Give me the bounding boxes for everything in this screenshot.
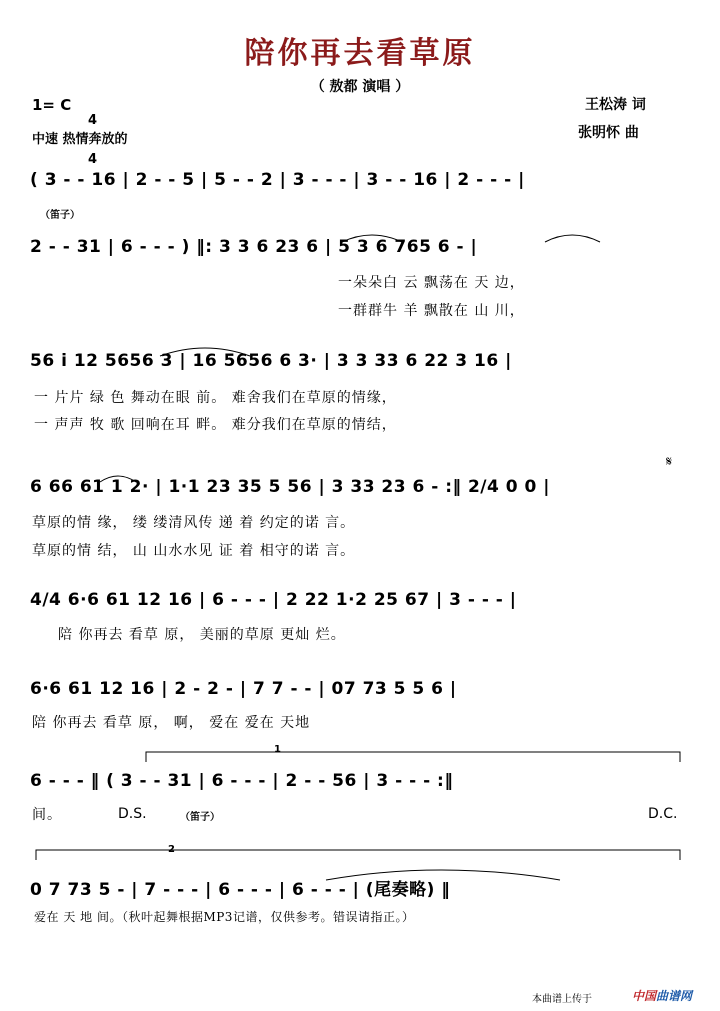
volta-2-label: 2 [168, 844, 175, 855]
notation-row-7: 6 - - - ‖ ( 3 - - 31 | 6 - - - | 2 - - 56 | 3 - - - :‖ [30, 771, 454, 791]
site-logo-part-1: 中国 [632, 989, 657, 1003]
site-logo [632, 987, 692, 1004]
site-logo-part-2: 曲谱网 [656, 989, 693, 1003]
notation-row-4: 6 66 61 1 2· | 1·1 23 35 5 56 | 3 33 23 6 - :‖ 2/4 0 0 | [30, 477, 550, 497]
time-bottom: 4 [88, 152, 98, 167]
lyric-row-7: 间。 [32, 807, 62, 823]
notation-row-1: ( 3 - - 16 | 2 - - 5 | 5 - - 2 | 3 - - - | 3 - - 16 | 2 - - - | [30, 170, 525, 190]
lyric-row-4-verse-2: 草原的情 结， 山 山水水见 证 着 相守的诺 言。 [32, 543, 356, 559]
lyric-row-2-verse-2: 一群群牛 羊 飘散在 山 川， [338, 303, 525, 319]
notation-row-5: 4/4 6·6 61 12 16 | 6 - - - | 2 22 1·2 25 67 | 3 - - - | [30, 590, 517, 610]
lyric-row-3-verse-2: 一 声声 牧 歌 回响在耳 畔。 难分我们在草原的情结， [34, 417, 397, 433]
notation-row-3: 56 i 12 5656 3 | 16 5656 6 3· | 3 3 33 6 22 3 16 | [30, 351, 512, 371]
upload-credit: 本曲谱上传于 [532, 994, 592, 1005]
time-top: 4 [88, 113, 98, 128]
volta-1-label: 1 [274, 744, 281, 755]
lyric-row-8: 爱在 天 地 间。（秋叶起舞根据MP3记谱，仅供参考。错误请指正。） [34, 910, 415, 924]
slur-arc-row2b [545, 235, 600, 242]
volta-2-bracket [36, 850, 680, 860]
lyric-row-4-verse-1: 草原的情 缘， 缕 缕清风传 递 着 约定的诺 言。 [32, 515, 356, 531]
lyricist-credit: 王松涛 词 [585, 97, 646, 113]
notation-row-6: 6·6 61 12 16 | 2 - 2 - | 7 7 - - | 07 73 5 5 6 | [30, 679, 457, 699]
notation-row-2: 2 - - 31 | 6 - - - ) ‖: 3 3 6 23 6 | 5 3 6 765 6 - | [30, 237, 478, 257]
lyric-row-2-verse-1: 一朵朵白 云 飘荡在 天 边， [338, 275, 525, 291]
dc-marking: D.C. [648, 806, 678, 822]
volta-1-bracket [146, 752, 680, 762]
composer-credit: 张明怀 曲 [578, 125, 639, 141]
ds-marking: D.S. [118, 806, 147, 822]
intro-flute-label: （笛子） [40, 210, 80, 221]
slur-arc-row4 [100, 476, 136, 482]
lyric-row-3-verse-1: 一 片片 绿 色 舞动在眼 前。 难舍我们在草原的情缘， [34, 390, 397, 406]
segno-sign: 𝄋 [666, 454, 673, 470]
tie-arc-final [326, 870, 560, 880]
song-title: 陪你再去看草原 [244, 36, 476, 71]
key-signature: 1= C [32, 96, 72, 114]
tempo-marking: 中速 热情奔放的 [32, 132, 128, 147]
lyric-row-5: 陪 你再去 看草 原， 美丽的草原 更灿 烂。 [58, 627, 346, 643]
slur-arc-row2 [342, 235, 402, 242]
flute-label-2: （笛子） [180, 812, 220, 823]
performer-line: （ 敖都 演唱 ） [310, 79, 410, 95]
notation-row-8: 0 7 73 5 - | 7 - - - | 6 - - - | 6 - - - | (尾奏略) ‖ [30, 880, 451, 900]
lyric-row-6: 陪 你再去 看草 原， 啊， 爱在 爱在 天地 [32, 715, 311, 731]
slur-arc-row3 [160, 348, 250, 356]
